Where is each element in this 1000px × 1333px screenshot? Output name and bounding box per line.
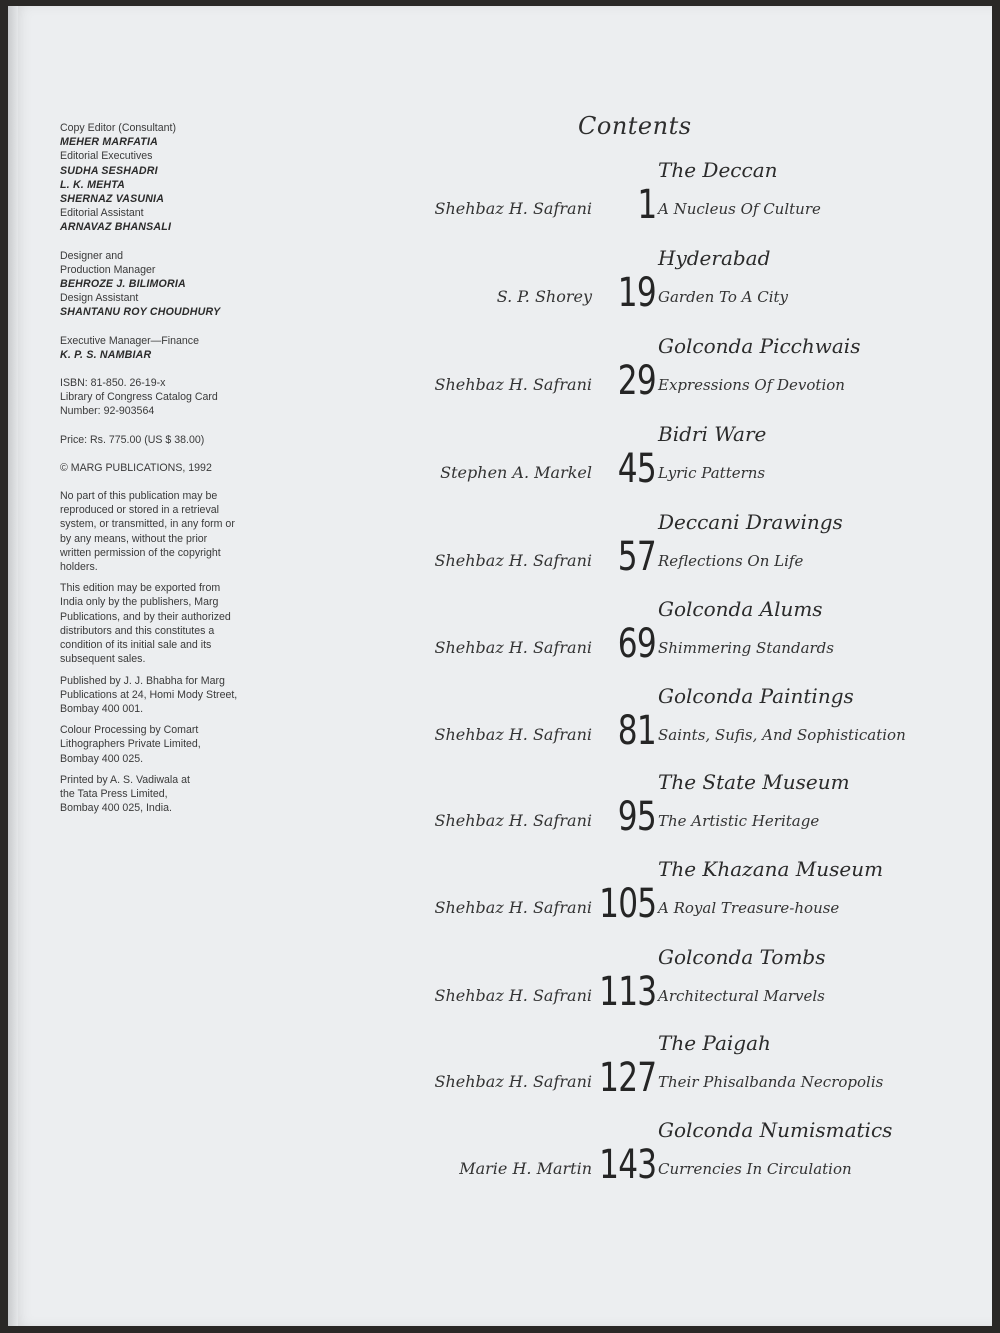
finance-staff bbox=[60, 334, 260, 362]
staff-name: L. K. MEHTA bbox=[60, 178, 125, 191]
entry-page-number: 57 bbox=[617, 534, 656, 580]
text-line: subsequent sales. bbox=[60, 653, 146, 666]
entry-author: Shehbaz H. Safrani bbox=[434, 638, 592, 657]
entry-author: Shehbaz H. Safrani bbox=[434, 375, 592, 394]
contents-heading: Contents bbox=[578, 112, 692, 140]
text-line: Bombay 400 025, India. bbox=[60, 802, 172, 815]
contents-entry bbox=[430, 684, 930, 754]
isbn-info bbox=[60, 376, 260, 419]
text-line: Library of Congress Catalog Card bbox=[60, 391, 218, 404]
text-line: No part of this publication may be bbox=[60, 490, 218, 503]
text-line: Published by J. J. Bhabha for Marg bbox=[60, 674, 225, 687]
entry-author: Shehbaz H. Safrani bbox=[434, 1072, 592, 1091]
staff-name: SHERNAZ VASUNIA bbox=[60, 193, 165, 206]
entry-title: Golconda Picchwais bbox=[658, 334, 861, 358]
entry-page-number: 113 bbox=[598, 969, 656, 1015]
design-staff bbox=[60, 249, 260, 320]
staff-role: Production Manager bbox=[60, 263, 156, 276]
staff-role: Editorial Executives bbox=[60, 150, 153, 163]
rights-notice bbox=[60, 489, 260, 574]
staff-role: Editorial Assistant bbox=[60, 207, 144, 220]
entry-subtitle: A Nucleus Of Culture bbox=[658, 200, 821, 218]
entry-subtitle: Garden To A City bbox=[658, 288, 789, 306]
entry-page-number: 19 bbox=[617, 270, 656, 316]
contents-entry bbox=[430, 597, 930, 667]
entry-title: Golconda Alums bbox=[658, 597, 823, 621]
price: Price: Rs. 775.00 (US $ 38.00) bbox=[60, 433, 205, 446]
contents-entry bbox=[430, 1118, 930, 1188]
page-binding-shadow bbox=[8, 6, 18, 1326]
publisher-info bbox=[60, 674, 260, 717]
entry-author: Stephen A. Markel bbox=[440, 463, 592, 482]
contents-entry bbox=[430, 422, 930, 492]
contents-entry bbox=[430, 158, 930, 228]
entry-subtitle: Reflections On Life bbox=[658, 552, 804, 570]
contents-entry bbox=[430, 1031, 930, 1101]
entry-subtitle: Their Phisalbanda Necropolis bbox=[658, 1073, 884, 1091]
editorial-staff bbox=[60, 121, 260, 235]
printer-info bbox=[60, 773, 260, 816]
text-line: Bombay 400 025. bbox=[60, 752, 144, 765]
text-line: Publications at 24, Homi Mody Street, bbox=[60, 688, 238, 701]
contents-entry bbox=[430, 510, 930, 580]
contents-entry bbox=[430, 770, 930, 840]
contents-entry bbox=[430, 334, 930, 404]
contents-entry bbox=[430, 857, 930, 927]
entry-page-number: 69 bbox=[617, 621, 656, 667]
text-line: condition of its initial sale and its bbox=[60, 639, 212, 652]
entry-subtitle: Lyric Patterns bbox=[658, 464, 766, 482]
staff-name: SHANTANU ROY CHOUDHURY bbox=[60, 306, 221, 319]
entry-author: Shehbaz H. Safrani bbox=[434, 811, 592, 830]
entry-title: Golconda Tombs bbox=[658, 945, 826, 969]
entry-page-number: 81 bbox=[617, 708, 656, 754]
staff-name: ARNAVAZ BHANSALI bbox=[60, 221, 172, 234]
entry-page-number: 105 bbox=[598, 881, 656, 927]
text-line: by any means, without the prior bbox=[60, 532, 208, 545]
text-line: system, or transmitted, in any form or bbox=[60, 518, 235, 531]
text-line: Bombay 400 001. bbox=[60, 702, 144, 715]
entry-page-number: 127 bbox=[598, 1055, 656, 1101]
entry-subtitle: Shimmering Standards bbox=[658, 639, 834, 657]
entry-subtitle: Architectural Marvels bbox=[658, 987, 825, 1005]
entry-author: Shehbaz H. Safrani bbox=[434, 986, 592, 1005]
entry-page-number: 29 bbox=[617, 358, 656, 404]
entry-page-number: 45 bbox=[617, 446, 656, 492]
finance-name: K. P. S. NAMBIAR bbox=[60, 348, 152, 361]
entry-subtitle: Currencies In Circulation bbox=[658, 1160, 852, 1178]
colophon bbox=[60, 121, 260, 822]
entry-page-number: 95 bbox=[617, 794, 656, 840]
entry-title: Deccani Drawings bbox=[658, 510, 843, 534]
text-line: Publications, and by their authorized bbox=[60, 610, 231, 623]
entry-title: The Khazana Museum bbox=[658, 857, 884, 881]
text-line: This edition may be exported from bbox=[60, 582, 221, 595]
text-line: India only by the publishers, Marg bbox=[60, 596, 219, 609]
entry-title: The Deccan bbox=[658, 158, 778, 182]
entry-title: The State Museum bbox=[658, 770, 850, 794]
entry-author: Shehbaz H. Safrani bbox=[434, 551, 592, 570]
entry-title: Bidri Ware bbox=[658, 422, 767, 446]
entry-title: Golconda Numismatics bbox=[658, 1118, 893, 1142]
text-line: the Tata Press Limited, bbox=[60, 787, 168, 800]
entry-author: Marie H. Martin bbox=[459, 1159, 592, 1178]
entry-page-number: 1 bbox=[636, 182, 656, 228]
text-line: Printed by A. S. Vadiwala at bbox=[60, 773, 190, 786]
text-line: Colour Processing by Comart bbox=[60, 724, 199, 737]
entry-subtitle: Expressions Of Devotion bbox=[658, 376, 845, 394]
staff-name: SUDHA SESHADRI bbox=[60, 164, 158, 177]
entry-subtitle: Saints, Sufis, And Sophistication bbox=[658, 726, 906, 744]
staff-role: Designer and bbox=[60, 249, 124, 262]
text-line: holders. bbox=[60, 561, 98, 574]
copyright: © MARG PUBLICATIONS, 1992 bbox=[60, 461, 212, 474]
staff-name: BEHROZE J. BILIMORIA bbox=[60, 278, 186, 291]
staff-role: Design Assistant bbox=[60, 292, 139, 305]
contents-entry bbox=[430, 246, 930, 316]
finance-role: Executive Manager—Finance bbox=[60, 334, 199, 347]
entry-author: S. P. Shorey bbox=[496, 287, 592, 306]
colour-processing-info bbox=[60, 723, 260, 766]
entry-subtitle: The Artistic Heritage bbox=[658, 812, 820, 830]
text-line: ISBN: 81-850. 26-19-x bbox=[60, 377, 166, 390]
staff-role: Copy Editor (Consultant) bbox=[60, 122, 176, 134]
entry-author: Shehbaz H. Safrani bbox=[434, 898, 592, 917]
entry-title: Golconda Paintings bbox=[658, 684, 854, 708]
contents-entry bbox=[430, 945, 930, 1015]
entry-title: Hyderabad bbox=[658, 246, 771, 270]
entry-author: Shehbaz H. Safrani bbox=[434, 199, 592, 218]
text-line: Number: 92-903564 bbox=[60, 405, 155, 418]
entry-title: The Paigah bbox=[658, 1031, 771, 1055]
text-line: reproduced or stored in a retrieval bbox=[60, 504, 219, 517]
text-line: Lithographers Private Limited, bbox=[60, 738, 201, 751]
staff-name: MEHER MARFATIA bbox=[60, 136, 158, 149]
entry-page-number: 143 bbox=[598, 1142, 656, 1188]
entry-author: Shehbaz H. Safrani bbox=[434, 725, 592, 744]
text-line: distributors and this constitutes a bbox=[60, 624, 215, 637]
text-line: written permission of the copyright bbox=[60, 546, 221, 559]
export-notice bbox=[60, 581, 260, 666]
entry-subtitle: A Royal Treasure-house bbox=[658, 899, 840, 917]
